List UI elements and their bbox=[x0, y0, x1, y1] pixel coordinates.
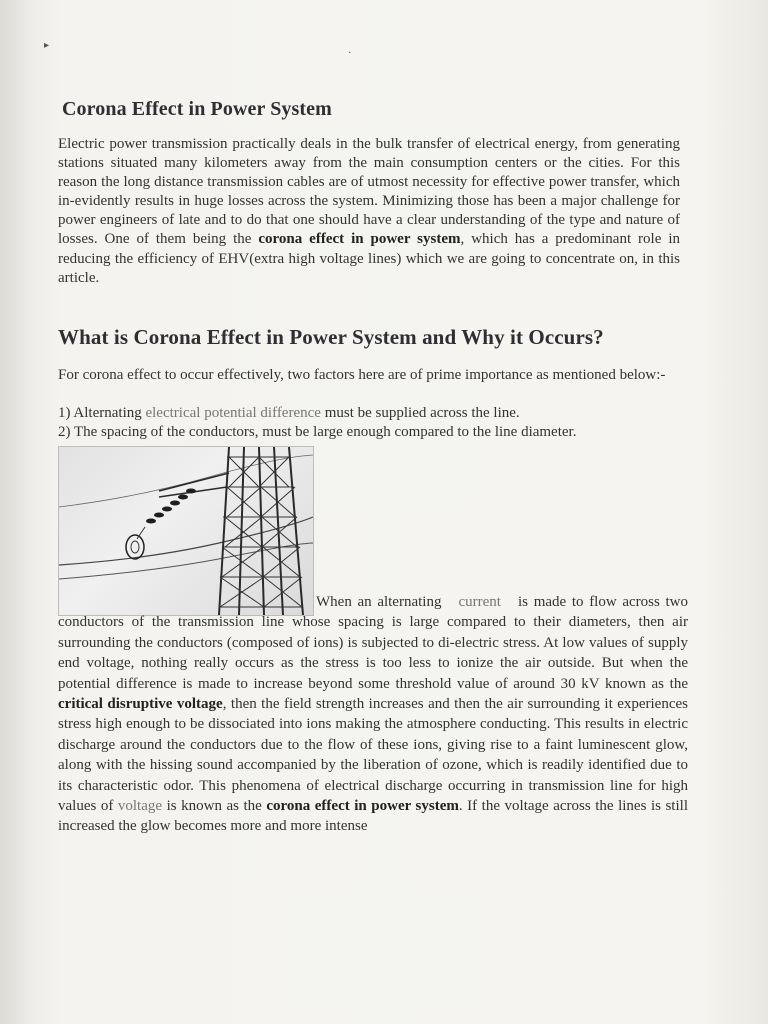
body-text-5: . If the voltage across the lines is still increased the glow becomes more and more intense bbox=[58, 798, 688, 835]
intro-bold-term: corona effect in power system bbox=[258, 231, 461, 248]
body-text-1: When an alternating bbox=[316, 594, 442, 610]
section-heading: What is Corona Effect in Power System and Why it Occurs? bbox=[58, 325, 604, 349]
condition-item-1 bbox=[58, 404, 520, 423]
transmission-tower-image bbox=[58, 446, 314, 616]
condition-item-1-prefix: 1) Alternating bbox=[58, 405, 142, 421]
potential-difference-link[interactable]: electrical potential difference bbox=[145, 405, 321, 421]
body-text-4: is known as the bbox=[166, 798, 262, 815]
body-paragraph bbox=[58, 592, 688, 837]
article-title: Corona Effect in Power System bbox=[62, 98, 332, 120]
scan-speck: · bbox=[348, 48, 352, 59]
corona-effect-term: corona effect in power system bbox=[266, 798, 459, 815]
critical-voltage-term: critical disruptive voltage bbox=[58, 696, 223, 713]
body-text-3: , then the field strength increases and then the air surrounding it experiences stress high enough to be dissociated into ions making the atmosphere conducting. This results in electric discharge around the conductors due to the flow of these ions, giving rise to a faint luminescent glow, along with the hissing sound accompanied by the liberation of ozone, which is readily identified due to its characteristic odor. This phenomena of electrical discharge occurring in transmission line for high values of bbox=[58, 696, 688, 815]
intro-text: Electric power transmission practically deals in the bulk transfer of electrical energy, from generating stations situated many kilometers away from the main consumption centers or the cities. For this reason the long distance transmission cables are of utmost necessity for effective power transfer, which in-evidently results in huge losses across the system. Minimizing those has been a major challenge for power engineers of late and to do that one should have a clear understanding of the type and nature of losses. One of them being the bbox=[58, 136, 680, 248]
condition-item-2: 2) The spacing of the conductors, must be large enough compared to the line diameter. bbox=[58, 424, 577, 440]
voltage-link[interactable]: voltage bbox=[117, 798, 163, 815]
scan-speck: ▸ bbox=[44, 40, 50, 51]
condition-item-1-suffix: must be supplied across the line. bbox=[324, 405, 520, 421]
conditions-intro: For corona effect to occur effectively, two factors here are of prime importance as mentioned below:- bbox=[58, 367, 666, 383]
intro-paragraph bbox=[58, 135, 680, 288]
current-link[interactable]: current bbox=[458, 594, 501, 610]
tower-illustration bbox=[59, 447, 313, 615]
body-text-2: is made to flow across two conductors of the transmission line whose spacing is large compared to their diameters, then air surrounding the conductors (composed of ions) is subjected to di-electric stress. At low values of supply end voltage, nothing really occurs as the stress is too less to ionize the air outside. But when the potential difference is made to increase beyond some threshold value of around 30 kV known as the bbox=[58, 594, 689, 692]
intro-text-end: , which has a predominant role in reducing the efficiency of EHV(extra high voltage lines) which we are going to concentrate on, in this article. bbox=[58, 231, 680, 286]
